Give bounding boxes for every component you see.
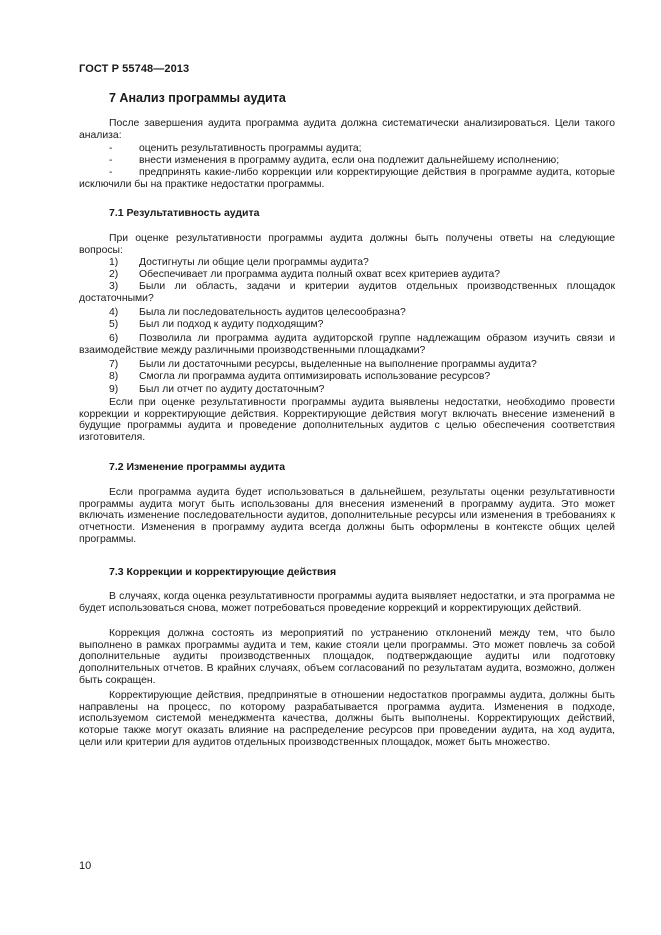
list-item-text: предпринять какие-либо коррекции или корректирующие действия в программе аудита, которые исключили бы на практике недостатки программы. — [79, 167, 615, 190]
section-7-3-heading: 7.3 Коррекции и корректирующие действия — [109, 566, 337, 578]
question-number: 9) — [109, 384, 119, 395]
question-item — [109, 359, 615, 371]
section-7-2-text: Если программа аудита будет использоваться в дальнейшем, результаты оценки результативности программы аудита могут быть использованы для внесения изменений в программу аудита. Это может включать изменение последовательности аудитов, дополнительные ресурсы или изменения в требованиях к отчетности. Изменения в программу аудита всегда должны быть оформлены в контексте общих целей программы. — [79, 487, 615, 545]
list-item-text: оценить результативность программы аудита; — [139, 143, 362, 154]
list-item-text: внести изменения в программу аудита, если она подлежит дальнейшему исполнению; — [139, 155, 560, 166]
standard-designation: ГОСТ Р 55748—2013 — [79, 63, 190, 75]
question-number: 8) — [109, 371, 119, 382]
section-7-heading: 7 Анализ программы аудита — [109, 91, 286, 105]
question-text: Позволила ли программа аудита аудиторской группе надлежащим образом изучить связи и взаимодействие между различными производственными площадками? — [79, 333, 615, 356]
list-marker: - — [109, 155, 113, 166]
section-7-3-paragraph-3: Корректирующие действия, предпринятые в отношении недостатков программы аудита, должны быть направлены на процесс, по которому разрабатывается программа аудита. Изменения в подходе, используемом системой менеджмента качества, должны быть выполнены. Корректирующих действий, которые также могут оказать влияние на распределение ресурсов при проведении аудита, на ход аудита, цели или критерии для аудитов отдельных производственных площадок, может быть множество. — [79, 690, 615, 748]
section-7-1-heading: 7.1 Результативность аудита — [109, 207, 260, 219]
question-item — [109, 319, 615, 331]
question-item — [109, 307, 615, 319]
question-text: Была ли последовательность аудитов целесообразна? — [139, 307, 406, 318]
question-number: 2) — [109, 269, 119, 280]
question-item — [109, 384, 615, 396]
question-item — [109, 257, 615, 269]
list-item — [109, 143, 615, 155]
question-item — [109, 269, 615, 281]
list-item — [79, 167, 615, 190]
section-7-2-heading: 7.2 Изменение программы аудита — [109, 461, 286, 473]
question-number: 1) — [109, 257, 119, 268]
section-7-1-intro: При оценке результативности программы аудита должны быть получены ответы на следующие вопросы: — [79, 233, 615, 256]
question-text: Достигнуты ли общие цели программы аудита? — [139, 257, 369, 268]
section-7-1-conclusion: Если при оценке результативности программы аудита выявлены недостатки, необходимо провести коррекции и корректирующие действия. Корректирующие действия могут включать внесение изменений в будущие программы аудита и проведение дополнительных аудитов с целью обеспечения соответствия изготовителя. — [79, 397, 615, 444]
question-number: 5) — [109, 319, 119, 330]
question-number: 7) — [109, 359, 119, 370]
question-text: Обеспечивает ли программа аудита полный охват всех критериев аудита? — [139, 269, 501, 280]
section-7-intro: После завершения аудита программа аудита должна систематически анализироваться. Цели такого анализа: — [79, 118, 615, 141]
section-7-3-paragraph-1: В случаях, когда оценка результативности программы аудита выявляет недостатки, и эта программа не будет использоваться снова, может потребоваться проведение коррекций и корректирующих действий. — [79, 591, 615, 614]
question-text: Были ли область, задачи и критерии аудитов отдельных производственных площадок достаточными? — [79, 281, 615, 304]
question-text: Был ли отчет по аудиту достаточным? — [139, 384, 325, 395]
question-text: Смогла ли программа аудита оптимизировать использование ресурсов? — [139, 371, 491, 382]
question-text: Был ли подход к аудиту подходящим? — [139, 319, 324, 330]
list-marker: - — [109, 167, 113, 178]
question-number: 3) — [109, 281, 119, 292]
question-item — [79, 333, 615, 356]
question-text: Были ли достаточными ресурсы, выделенные на выполнение программы аудита? — [139, 359, 537, 370]
question-item — [109, 371, 615, 383]
page-number: 10 — [79, 860, 92, 872]
question-number: 6) — [109, 333, 119, 344]
section-7-3-paragraph-2: Коррекция должна состоять из мероприятий по устранению отклонений между тем, что было выполнено в рамках программы аудита и тем, какие стояли цели программы. Это может повлечь за собой дополнительные аудиты производственных площадок, подтверждающие аудиты или подготовку дополнительных отчетов. В крайних случаях, объем согласований по результатам аудита, возможно, должен быть сокращен. — [79, 628, 615, 686]
question-item — [79, 281, 615, 304]
list-marker: - — [109, 143, 113, 154]
question-number: 4) — [109, 307, 119, 318]
list-item — [109, 155, 615, 167]
